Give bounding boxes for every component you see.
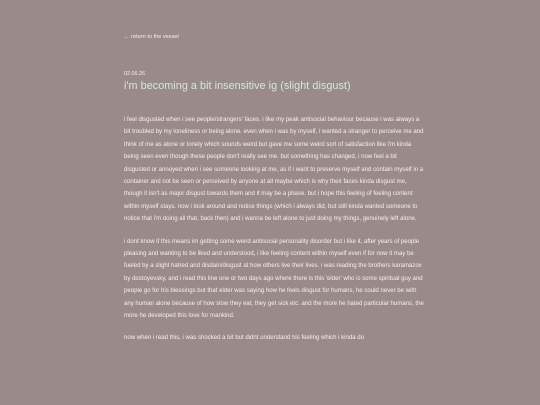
post-paragraph-2: i dont know if this means im getting some weird antisocial personality disorder but i like it, after years of people pleasing and wanting to be liked and understood, i like feeling content within myself even if for now it may be fueled by a slight hatred and disdain/disgust at how others live their lives. i was reading the brothers karamazov by dostoyevsky, and i read this line one or two days ago where there is this 'elder' who is some spiritual guy and people go for his blessings but that elder was saying how he feels disgust for humans, he could never be with any human alone because of how slow they eat, they get sick etc. and the more he hated particular humans, the more he developed this love for mankind.: [124, 238, 424, 319]
post-paragraph-3: now when i read this, i was shocked a bit but didnt understand his feeling which i kinda do: [124, 335, 365, 342]
post-date: 02.06.26: [124, 71, 145, 77]
post-title: i'm becoming a bit insensitive ig (slight disgust): [124, 80, 351, 92]
return-link[interactable]: ← return to the vessel: [124, 34, 179, 40]
post-body: [124, 114, 424, 355]
post-paragraph-1: i feel disgusted when i see people/strangers' faces. i like my peak antisocial behaviour because i was always a bit troubled by my loneliness or being alone. even when i was by myself, i wanted a stranger to perceive me and think of me as alone or lonely which sounds weird but gave me some weird sort of satisfaction like i'm kinda being seen even though these people don't really see me. but something has changed, i now feel a bit disgusted or annoyed when i see someone looking at me, as if i want to preserve myself and contain myself in a container and not be seen or perceived by anyone at all maybe which is why their faces kinda disgust me, though it isn't as major disgust towards them and it may be a phase. but i hope this feeling of feeling content within myself stays. now i look around and notice things (which i always did, but still kinda wanted someone to notice that i'm doing all that, back then) and i wanna be left alone to just doing my things, genuinely left alone.: [124, 117, 424, 223]
